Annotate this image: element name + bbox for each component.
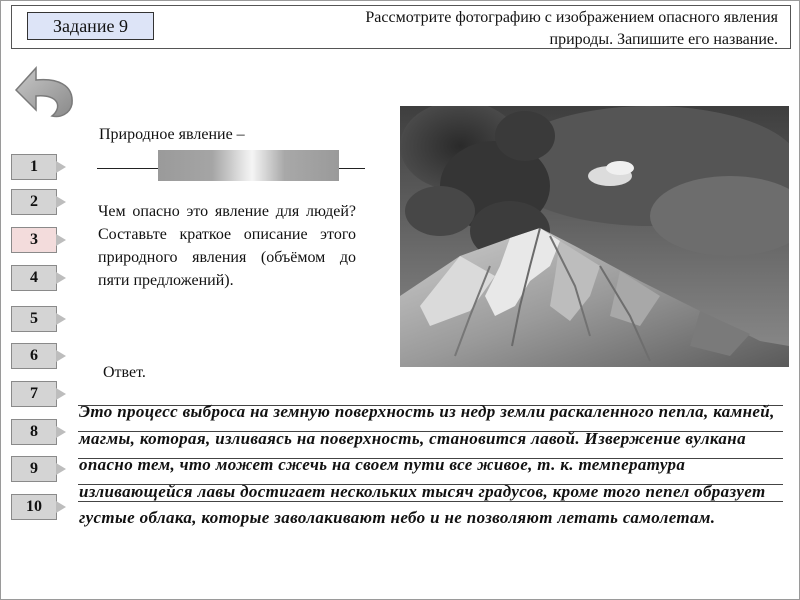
task-label: Задание 9 <box>27 12 154 40</box>
nav-button-7[interactable]: 7 <box>11 381 57 407</box>
answer-text: Это процесс выброса на земную поверхность из недр земли раскаленного пепла, камней, магмы, которая, изливаясь на поверхность, становится лавой. Извержение вулкана опасно тем, что может сжечь на своем пути все живое, т. к. температура изливающейся лавы достигает нескольких тысяч градусов, кроме того пепел образует густые облака, которые заволакивают небо и не позволяют летать самолетам. <box>79 402 775 528</box>
volcano-photo <box>400 106 789 367</box>
nav-button-9[interactable]: 9 <box>11 456 57 482</box>
nav-button-8[interactable]: 8 <box>11 419 57 445</box>
nav-button-5[interactable]: 5 <box>11 306 57 332</box>
answer-label: Ответ. <box>103 364 146 381</box>
nav-button-10[interactable]: 10 <box>11 494 57 520</box>
question-text: Чем опасно это явление для людей? Составьте краткое описание этого природного явления (объёмом до пяти предложений). <box>98 203 356 289</box>
hidden-answer-mask[interactable] <box>158 150 339 181</box>
nav-button-4[interactable]: 4 <box>11 265 57 291</box>
task-instruction: Рассмотрите фотографию с изображением опасного явления природы. Запишите его название. <box>365 9 778 48</box>
nav-button-6[interactable]: 6 <box>11 343 57 369</box>
question-heading: Природное явление – <box>99 126 245 143</box>
nav-button-3[interactable]: 3 <box>11 227 57 253</box>
nav-button-1[interactable]: 1 <box>11 154 57 180</box>
nav-button-2[interactable]: 2 <box>11 189 57 215</box>
curved-back-arrow-icon[interactable] <box>10 60 80 122</box>
